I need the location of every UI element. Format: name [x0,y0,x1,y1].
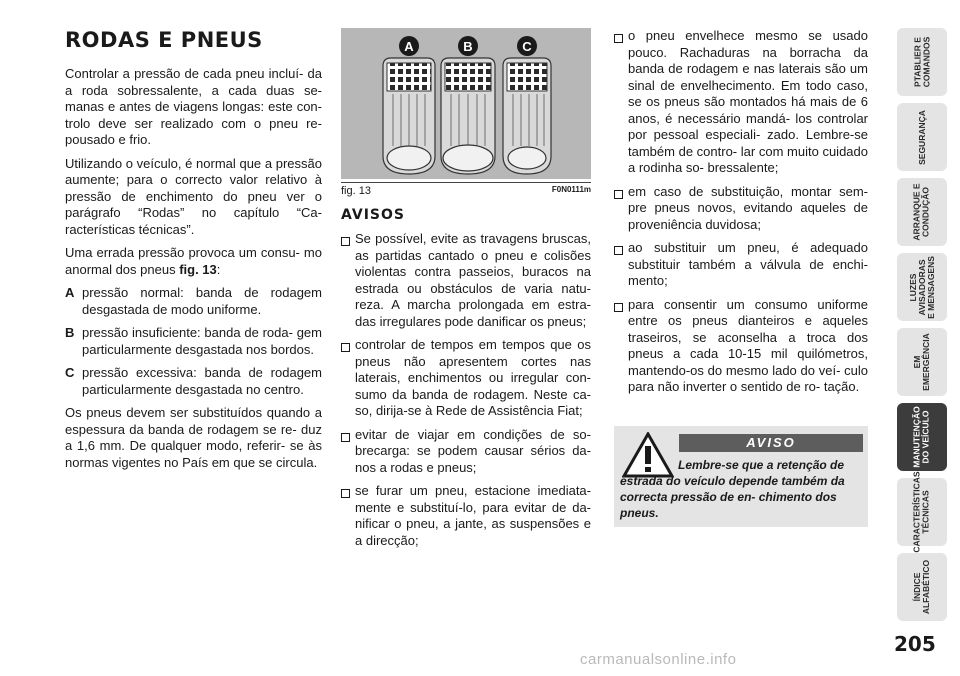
avisos-item-text: Se possível, evite as travagens bruscas, as partidas cantado o pneu e colisões violentas contra passeios, buracos na estrada ou obstáculos de varia natu- reza. A marcha prolongada em estra- das irregulares pode danificar os pneus; [355,231,591,329]
warning-text: Lembre-se que a retenção de estrada do veículo depende também da correcta pressão de en- chimento dos pneus. [620,457,845,520]
avisos-item [341,483,591,549]
figure-label-a: A [404,39,414,54]
figure-label-c: C [522,39,532,54]
column-middle [341,28,591,556]
checkbox-bullet-icon [614,240,628,290]
tire-b [441,58,495,174]
list-item-text: ao substituir um pneu, é adequado substituir também a válvula de enchi- mento; [628,240,868,288]
figure-reference: fig. 13 [179,261,217,277]
pressure-item-a [65,285,322,318]
figure-caption-label: fig. 13 [341,185,371,197]
tab-ptablier-comandos[interactable] [897,28,947,96]
tab-arranque-conducao[interactable] [897,178,947,246]
warning-box [614,426,868,527]
figure-code: F0N0111m [551,185,591,194]
tab-seguranca[interactable] [897,103,947,171]
checkbox-bullet-icon [341,427,355,477]
pressure-item-letter: C [65,365,75,380]
avisos-item [341,337,591,420]
avisos-item-text: controlar de tempos em tempos que os pneus não apresentem cortes nas laterais, enchimentos ou irregular con- sumo da banda de rodagem. Neste ca- so, dirija-se à Rede de Assistência Fiat; [355,337,591,418]
watermark: carmanualsonline.info [580,651,737,668]
figure-label-b: B [463,39,473,54]
tab-label: CARACTERÍSTICAS TÉCNICAS [912,471,932,553]
tab-label: LUZES AVISADORAS E MENSAGENS [907,255,936,319]
tire-wear-illustration [341,28,591,179]
avisos-item-text: evitar de viajar em condições de so- brecarga: se podem causar sérios da- nos a rodas e pneus; [355,426,591,475]
tab-manutencao-veiculo[interactable] [897,403,947,471]
checkbox-bullet-icon [614,28,628,177]
list-item-text: para consentir um consumo uniforme entre os pneus dianteiros e aqueles traseiros, se aconselha a troca dos pneus a cada 10-15 mil quilómetros, mantendo-os do mesmo lado do veí- culo para não inverter o sentido de ro- tação. [628,296,868,394]
pressure-intro [65,245,322,278]
tire-a [383,58,435,174]
list-item [614,184,868,234]
column-right [614,28,868,527]
figure-caption [341,182,591,197]
intro-paragraph-2: Utilizando o veículo, é normal que a pressão aumente; para o correcto valor relativo à pressão de enchimento do pneu ver o parágrafo “Rodas” no capítulo “Ca- racterísticas técnicas”. [65,155,322,237]
tab-label: SEGURANÇA [916,109,927,165]
pressure-item-b [65,325,322,358]
list-item-text: o pneu envelhece mesmo se usado pouco. Rachaduras na borracha da banda de rodagem e nas laterais são um sinal de envelhecimento. Em todo caso, se os pneus são montados há mais de 6 anos, é necessário mandá- los controlar por pessoal especiali- zado. Lembre-se também de contro- lar com muito cuidado a rodinha so- bressalente; [628,28,868,175]
tab-label: ÍNDICE ALFABÉTICO [912,559,931,615]
tire-c [503,58,551,174]
tab-caracteristicas-tecnicas[interactable] [897,471,947,553]
tab-label: MANUTENÇÃO DO VEÍCULO [912,406,932,468]
list-item-text: em caso de substituição, montar sem- pre pneus novos, evitando aqueles de proveniência duvidosa; [628,183,868,232]
pressure-item-text: pressão excessiva: banda de rodagem particularmente desgastada no centro. [82,365,322,397]
chapter-tabs [897,28,947,628]
pressure-item-text: pressão insuficiente: banda de roda- gem particularmente desgastada nos bordos. [82,325,322,357]
list-item [614,240,868,290]
list-item [614,28,868,177]
intro-paragraph-1: Controlar a pressão de cada pneu incluí- da a roda sobressalente, a cada duas se- manas e antes de viagens longas: este con- trolo deve ser realizado com o pneu re- pousado e frio. [65,66,322,147]
checkbox-bullet-icon [341,231,355,330]
avisos-item [341,427,591,477]
checkbox-bullet-icon [614,184,628,234]
tab-em-emergencia[interactable] [897,328,947,396]
tab-luzes-avisadoras[interactable] [897,253,947,321]
avisos-item [341,231,591,330]
tab-label: PTABLIER E COMANDOS [912,36,931,88]
column-left [65,28,322,478]
pressure-item-letter: B [65,325,75,340]
checkbox-bullet-icon [341,337,355,420]
replacement-paragraph: Os pneus devem ser substituídos quando a espessura da banda de rodagem se re- duz a 1,6 mm. De qualquer modo, referir- se às normas vigentes no País em que se circula. [65,405,322,470]
warning-header: AVISO [679,434,863,452]
page-number: 205 [894,632,936,656]
pressure-intro-suffix: : [216,261,221,277]
tab-indice-alfabetico[interactable] [897,553,947,621]
checkbox-bullet-icon [614,297,628,396]
pressure-item-text: pressão normal: banda de rodagem desgastada de modo uniforme. [82,285,322,317]
avisos-item-text: se furar um pneu, estacione imediata- mente e substituí-lo, para evitar de da- nificar o pneu, a jante, as suspensões e a direcção; [355,483,591,548]
checkbox-bullet-icon [341,483,355,549]
list-item [614,297,868,396]
tab-label: ARRANQUE E CONDUÇÃO [912,183,931,241]
tire-wear-figure [341,28,591,179]
tab-label: EM EMERGÊNCIA [912,333,931,391]
pressure-item-letter: A [65,285,75,300]
pressure-intro-text: Uma errada pressão provoca um consu- mo anormal dos pneus [65,245,322,277]
pressure-item-c [65,365,322,398]
page-title: RODAS E PNEUS [65,28,263,52]
avisos-heading: AVISOS [341,207,405,223]
